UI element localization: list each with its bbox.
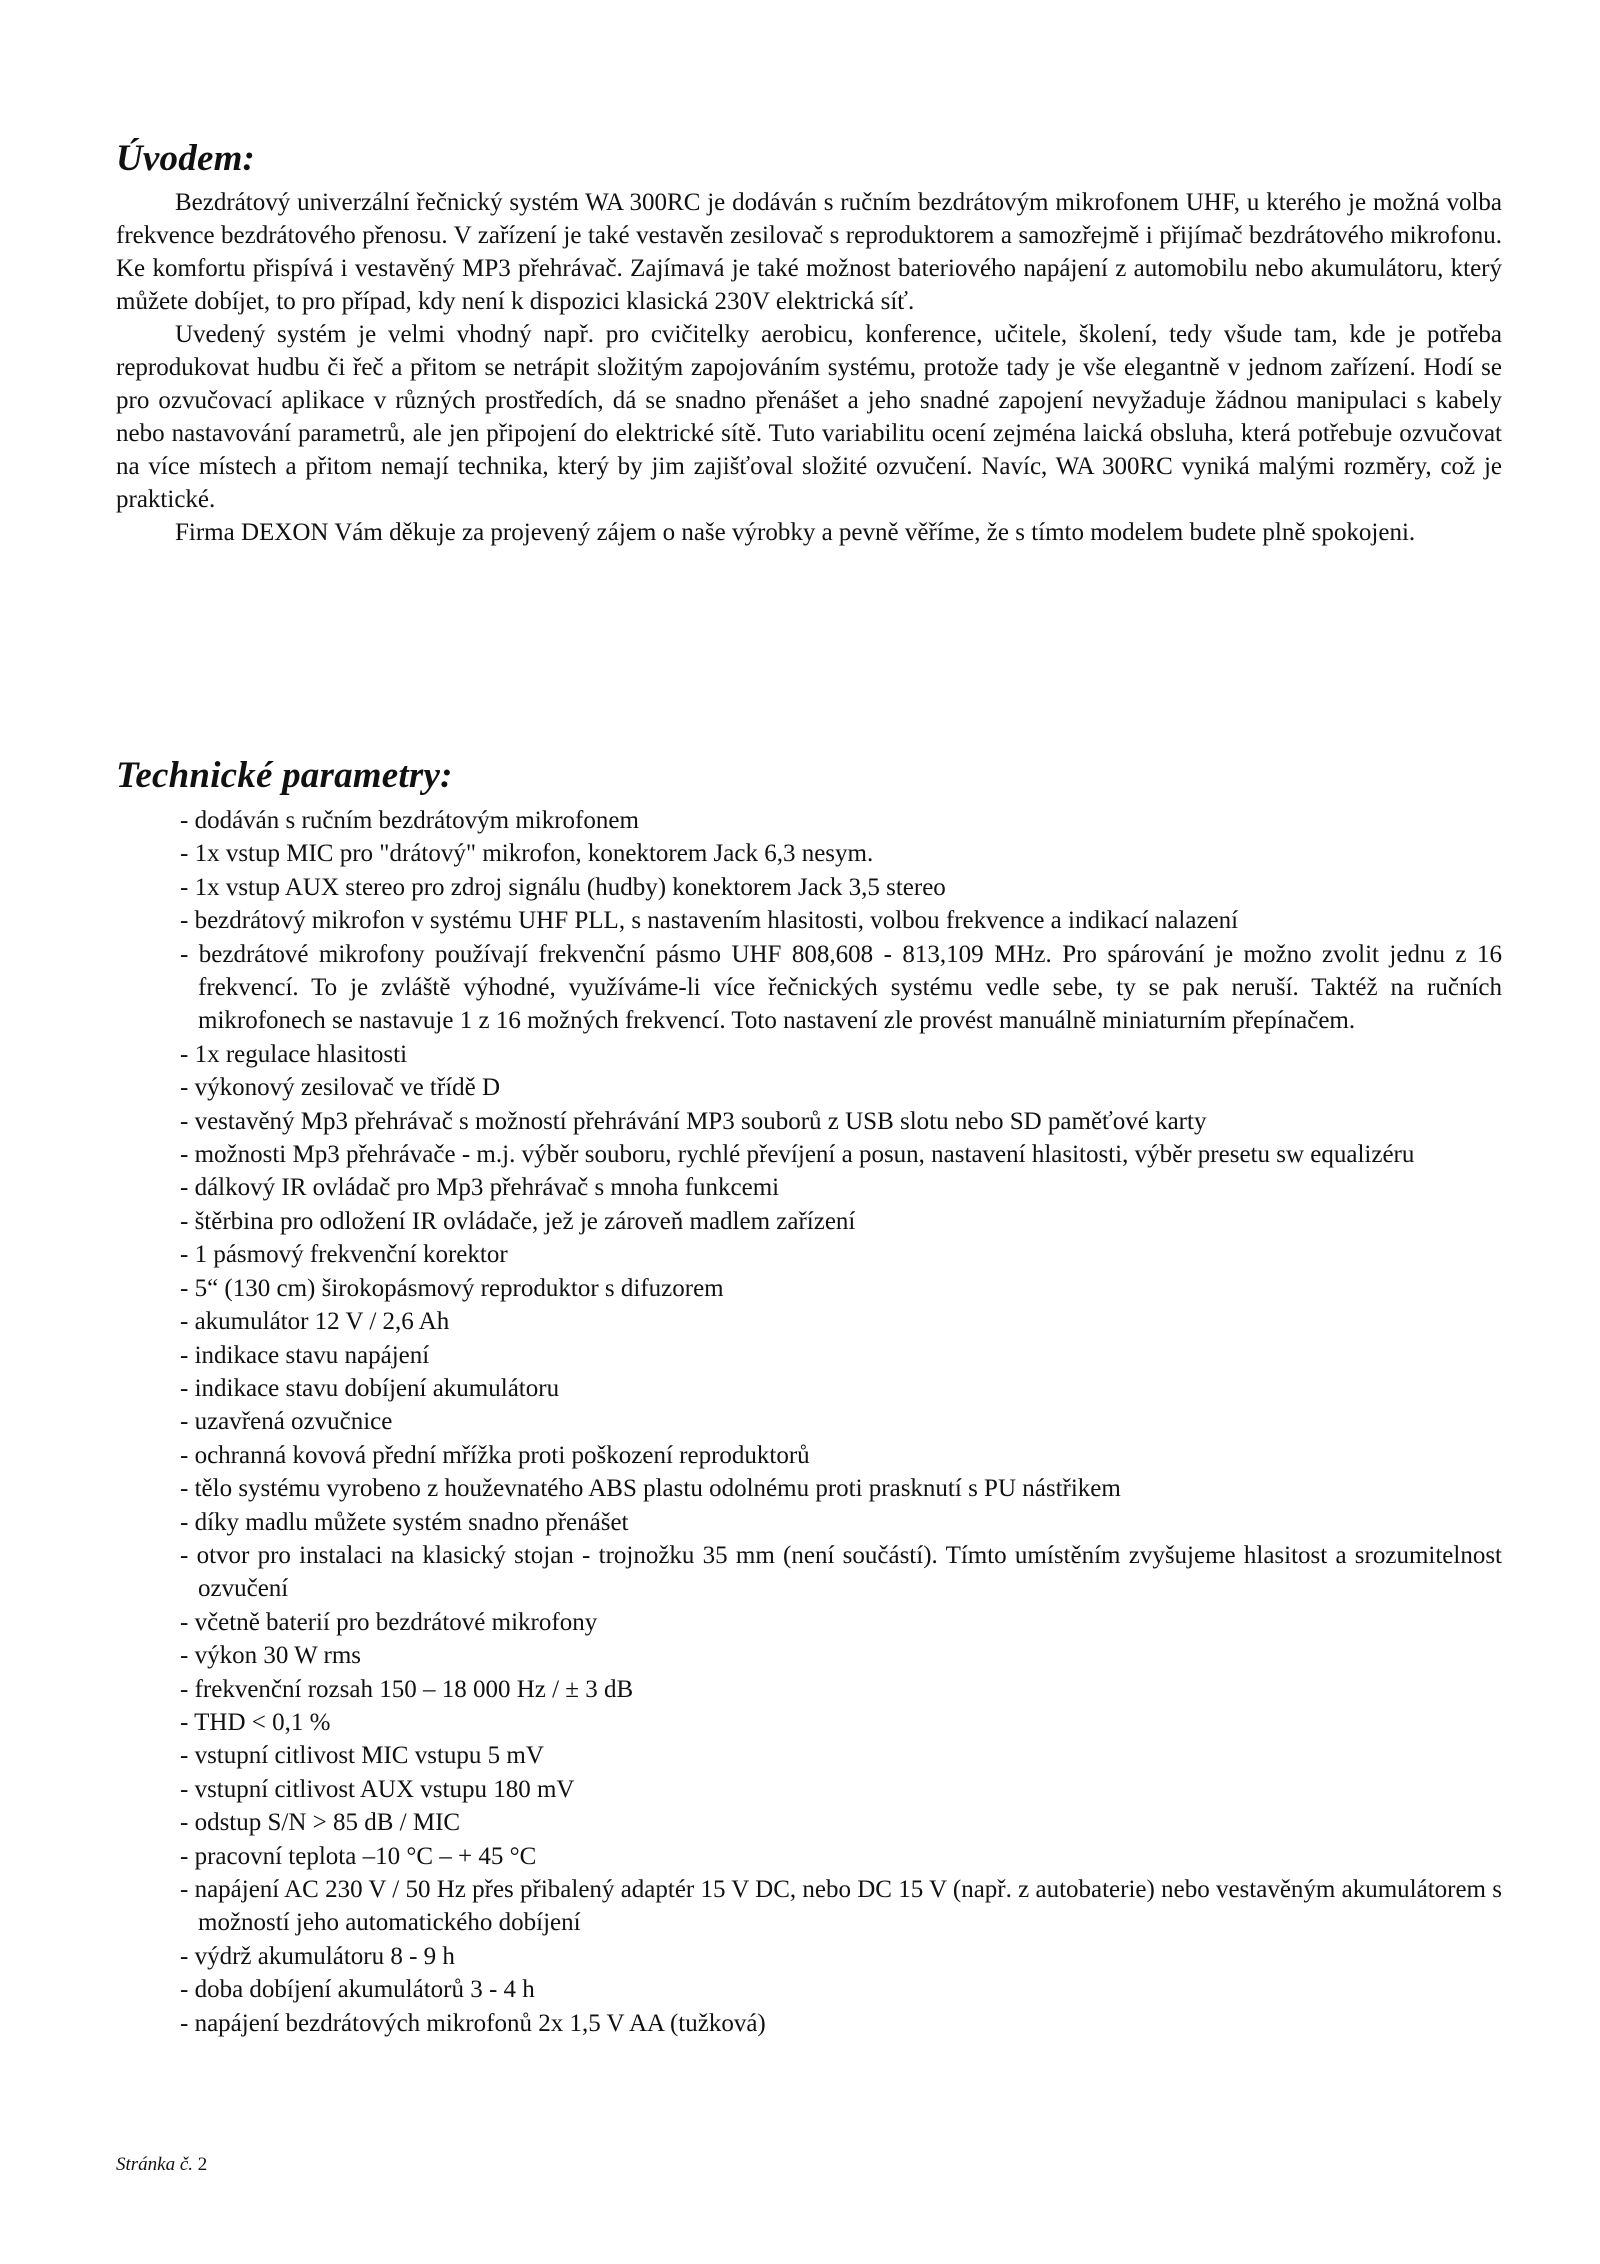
list-item: - vestavěný Mp3 přehrávač s možností přehrávání MP3 souborů z USB slotu nebo SD paměťové karty xyxy=(180,1107,1207,1135)
intro-paragraph-3: Firma DEXON Vám děkuje za projevený zájem o naše výrobky a pevně věříme, že s tímto modelem budete plně spokojeni. xyxy=(175,519,1416,546)
list-item: - napájení AC 230 V / 50 Hz přes přibalený adaptér 15 V DC, nebo DC 15 V (např. z autobaterie) nebo vestavěným akumulátorem s možností jeho automatického dobíjení xyxy=(180,1876,1502,1937)
technical-parameters-heading: Technické parametry: xyxy=(116,755,453,796)
list-item: - napájení bezdrátových mikrofonů 2x 1,5 V AA (tužková) xyxy=(180,2009,766,2037)
intro-paragraph-2: Uvedený systém je velmi vhodný např. pro cvičitelky aerobicu, konference, učitele, školení, tedy všude tam, kde je potřeba reprodukovat hudbu či řeč a přitom se netrápit složitým zapojováním systému, protože tady je vše elegantně v jednom zařízení. Hodí se pro ozvučovací aplikace v různých prostředích, dá se snadno přenášet a jeho snadné zapojení nevyžaduje žádnou manipulaci s kabely nebo nastavování parametrů, ale jen připojení do elektrické sítě. Tuto variabilitu ocení zejména laická obsluha, která potřebuje ozvučovat na více místech a přitom nemají technika, který by jim zajišťoval složité ozvučení. Navíc, WA 300RC vyniká malými rozměry, což je praktické. xyxy=(116,321,1502,513)
page-label: Stránka č. xyxy=(116,2154,194,2175)
list-item: - indikace stavu napájení xyxy=(180,1341,430,1369)
list-item: - frekvenční rozsah 150 – 18 000 Hz / ± 3 dB xyxy=(180,1675,634,1703)
list-item: - odstup S/N > 85 dB / MIC xyxy=(180,1809,461,1837)
technical-parameters-list xyxy=(180,804,1502,2040)
list-item: - výdrž akumulátoru 8 - 9 h xyxy=(180,1942,455,1970)
list-item: - doba dobíjení akumulátorů 3 - 4 h xyxy=(180,1976,535,2004)
page-number: 2 xyxy=(197,2154,208,2175)
list-item: - 1 pásmový frekvenční korektor xyxy=(180,1241,508,1269)
list-item: - pracovní teplota –10 °C – + 45 °C xyxy=(180,1842,537,1870)
list-item: - otvor pro instalaci na klasický stojan - trojnožku 35 mm (není součástí). Tímto umístěním zvyšujeme hlasitost a srozumitelnost ozvučení xyxy=(180,1541,1502,1603)
list-item: - vstupní citlivost MIC vstupu 5 mV xyxy=(180,1742,544,1770)
list-item: - vstupní citlivost AUX vstupu 180 mV xyxy=(180,1775,575,1803)
list-item: - 1x vstup MIC pro "drátový" mikrofon, konektorem Jack 6,3 nesym. xyxy=(180,840,874,868)
list-item: - akumulátor 12 V / 2,6 Ah xyxy=(180,1308,450,1336)
list-item: - 1x vstup AUX stereo pro zdroj signálu (hudby) konektorem Jack 3,5 stereo xyxy=(180,873,946,901)
intro-paragraph-1: Bezdrátový univerzální řečnický systém WA 300RC je dodáván s ručním bezdrátovým mikrofonem UHF, u kterého je možná volba frekvence bezdrátového přenosu. V zařízení je také vestavěn zesilovač s reproduktorem a samozřejmě i přijímač bezdrátového mikrofonu. Ke komfortu přispívá i vestavěný MP3 přehrávač. Zajímavá je také možnost bateriového napájení z automobilu nebo akumulátoru, který můžete dobíjet, to pro případ, kdy není k dispozici klasická 230V elektrická síť. xyxy=(116,189,1502,315)
list-item: - výkonový zesilovač ve třídě D xyxy=(180,1074,501,1102)
intro-heading: Úvodem: xyxy=(116,138,256,179)
page-footer xyxy=(116,2153,207,2177)
list-item: - bezdrátový mikrofon v systému UHF PLL, s nastavením hlasitosti, volbou frekvence a indikací nalazení xyxy=(180,907,1239,935)
list-item: - THD < 0,1 % xyxy=(180,1708,331,1736)
list-item: - bezdrátové mikrofony používají frekvenční pásmo UHF 808,608 - 813,109 MHz. Pro spárování je možno zvolit jednu z 16 frekvencí. To je zvláště výhodné, využíváme-li více řečnických systému vedle sebe, ty se pak neruší. Taktéž na ručních mikrofonech se nastavuje 1 z 16 možných frekvencí. Toto nastavení zle provést manuálně miniaturním přepínačem. xyxy=(180,940,1502,1035)
list-item: - tělo systému vyrobeno z houževnatého ABS plastu odolnému proti prasknutí s PU nástřikem xyxy=(180,1475,1121,1503)
list-item: - indikace stavu dobíjení akumulátoru xyxy=(180,1374,560,1402)
list-item: - štěrbina pro odložení IR ovládače, jež je zároveň madlem zařízení xyxy=(180,1207,856,1235)
list-item: - 5“ (130 cm) širokopásmový reproduktor s difuzorem xyxy=(180,1274,724,1302)
intro-text xyxy=(116,186,1502,549)
list-item: - ochranná kovová přední mřížka proti poškození reproduktorů xyxy=(180,1441,810,1469)
list-item: - díky madlu můžete systém snadno přenášet xyxy=(180,1508,629,1536)
list-item: - možnosti Mp3 přehrávače - m.j. výběr souboru, rychlé převíjení a posun, nastavení hlasitosti, výběr presetu sw equalizéru xyxy=(180,1141,1415,1169)
list-item: - dálkový IR ovládač pro Mp3 přehrávač s mnoha funkcemi xyxy=(180,1174,780,1202)
list-item: - uzavřená ozvučnice xyxy=(180,1408,393,1436)
list-item: - dodáván s ručním bezdrátovým mikrofonem xyxy=(180,807,639,834)
list-item: - 1x regulace hlasitosti xyxy=(180,1040,408,1068)
list-item: - výkon 30 W rms xyxy=(180,1642,362,1670)
list-item: - včetně baterií pro bezdrátové mikrofony xyxy=(180,1608,598,1636)
